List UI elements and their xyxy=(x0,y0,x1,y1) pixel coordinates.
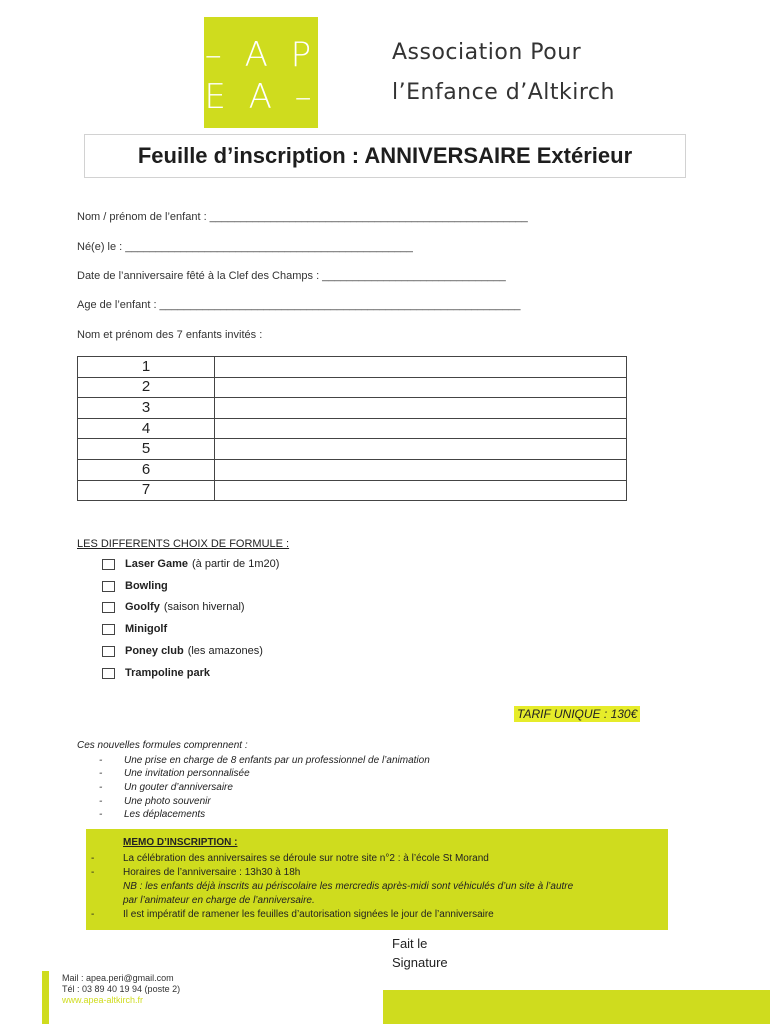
invite-number: 3 xyxy=(78,398,215,419)
formule-option-trampoline-park[interactable] xyxy=(102,667,214,679)
memo-title: MEMO D’INSCRIPTION : xyxy=(123,837,238,848)
invite-name-cell[interactable] xyxy=(215,398,627,419)
include-text: Les déplacements xyxy=(124,809,206,820)
tarif-badge: TARIF UNIQUE : 130€ xyxy=(514,706,640,722)
invite-number: 6 xyxy=(78,459,215,480)
memo-line: NB : les enfants déjà inscrits au périscolaire les mercredis après-midi sont véhiculés d’un site à l’autre xyxy=(123,881,574,892)
contact-website[interactable]: www.apea-altkirch.fr xyxy=(62,995,144,1005)
dash: - xyxy=(91,909,95,920)
formule-name: Poney club xyxy=(125,645,184,657)
association-name-line-1: Association Pour xyxy=(392,40,582,65)
formule-option-goolfy[interactable] xyxy=(102,601,245,613)
list-item xyxy=(99,768,250,779)
checkbox[interactable] xyxy=(102,668,115,679)
table-row xyxy=(78,377,627,398)
dash: - xyxy=(99,809,103,820)
formule-note: (à partir de 1m20) xyxy=(191,558,280,570)
dash: - xyxy=(99,782,103,793)
checkbox[interactable] xyxy=(102,559,115,570)
dash: - xyxy=(99,755,103,766)
invite-name-cell[interactable] xyxy=(215,357,627,378)
dash: - xyxy=(99,796,103,807)
apea-logo xyxy=(204,17,318,128)
formule-option-poney-club[interactable] xyxy=(102,645,263,657)
checkbox[interactable] xyxy=(102,602,115,613)
footer-green-band xyxy=(383,990,770,1024)
memo-box xyxy=(86,829,668,930)
formules-title: LES DIFFERENTS CHOIX DE FORMULE : xyxy=(77,538,290,550)
association-name-line-2: l’Enfance d’Altkirch xyxy=(392,80,615,105)
invite-name-cell[interactable] xyxy=(215,459,627,480)
page-title: Feuille d’inscription : ANNIVERSAIRE Extérieur xyxy=(84,134,686,178)
memo-line: par l’animateur en charge de l’anniversaire. xyxy=(123,895,315,906)
include-text: Une invitation personnalisée xyxy=(124,768,250,779)
formule-name: Laser Game xyxy=(125,558,188,570)
invites-table xyxy=(77,356,627,501)
includes-title: Ces nouvelles formules comprennent : xyxy=(77,740,248,751)
table-row xyxy=(78,439,627,460)
formule-option-bowling[interactable] xyxy=(102,580,172,592)
child-age-field[interactable]: Age de l’enfant : ___________________________________________________________ xyxy=(77,299,521,311)
include-text: Une photo souvenir xyxy=(124,796,211,807)
formule-option-minigolf[interactable] xyxy=(102,623,171,635)
formule-note: (les amazones) xyxy=(187,645,263,657)
logo-line-2: E A – xyxy=(204,77,318,117)
list-item xyxy=(99,755,430,766)
dash: - xyxy=(99,768,103,779)
dash: - xyxy=(91,853,95,864)
include-text: Une prise en charge de 8 enfants par un professionnel de l’animation xyxy=(124,755,430,766)
formule-option-laser-game[interactable] xyxy=(102,558,279,570)
table-row xyxy=(78,398,627,419)
formule-name: Bowling xyxy=(125,580,168,592)
list-item xyxy=(99,796,211,807)
checkbox[interactable] xyxy=(102,646,115,657)
birth-date-field[interactable]: Né(e) le : _______________________________________________ xyxy=(77,241,413,253)
checkbox[interactable] xyxy=(102,581,115,592)
memo-line: Horaires de l’anniversaire : 13h30 à 18h xyxy=(123,867,301,878)
list-item xyxy=(99,782,233,793)
invite-name-cell[interactable] xyxy=(215,377,627,398)
invite-name-cell[interactable] xyxy=(215,418,627,439)
formule-name: Minigolf xyxy=(125,623,168,635)
table-row xyxy=(78,480,627,501)
party-date-field[interactable]: Date de l’anniversaire fêté à la Clef des Champs : ______________________________ xyxy=(77,270,506,282)
table-row xyxy=(78,418,627,439)
table-row xyxy=(78,459,627,480)
formule-name: Goolfy xyxy=(125,601,160,613)
contact-mail: Mail : apea.peri@gmail.com xyxy=(62,973,174,983)
logo-line-1: – A P xyxy=(204,35,318,75)
list-item xyxy=(99,809,205,820)
child-name-field[interactable]: Nom / prénom de l’enfant : ____________________________________________________ xyxy=(77,211,528,223)
include-text: Un gouter d’anniversaire xyxy=(124,782,233,793)
invite-name-cell[interactable] xyxy=(215,439,627,460)
dash: - xyxy=(91,867,95,878)
invite-number: 5 xyxy=(78,439,215,460)
invite-number: 1 xyxy=(78,357,215,378)
invite-number: 7 xyxy=(78,480,215,501)
contact-tel: Tél : 03 89 40 19 94 (poste 2) xyxy=(62,984,181,994)
formule-name: Trampoline park xyxy=(125,667,210,679)
footer-accent-bar xyxy=(42,971,49,1024)
table-row xyxy=(78,357,627,378)
invite-number: 2 xyxy=(78,377,215,398)
fait-le-label: Fait le xyxy=(392,936,428,951)
invite-number: 4 xyxy=(78,418,215,439)
invite-name-cell[interactable] xyxy=(215,480,627,501)
invites-label: Nom et prénom des 7 enfants invités : xyxy=(77,329,263,341)
signature-label: Signature xyxy=(392,955,448,970)
formule-note: (saison hivernal) xyxy=(163,601,245,613)
memo-line: Il est impératif de ramener les feuilles d’autorisation signées le jour de l’anniversaire xyxy=(123,909,494,920)
memo-line: La célébration des anniversaires se déroule sur notre site n°2 : à l’école St Morand xyxy=(123,853,489,864)
checkbox[interactable] xyxy=(102,624,115,635)
